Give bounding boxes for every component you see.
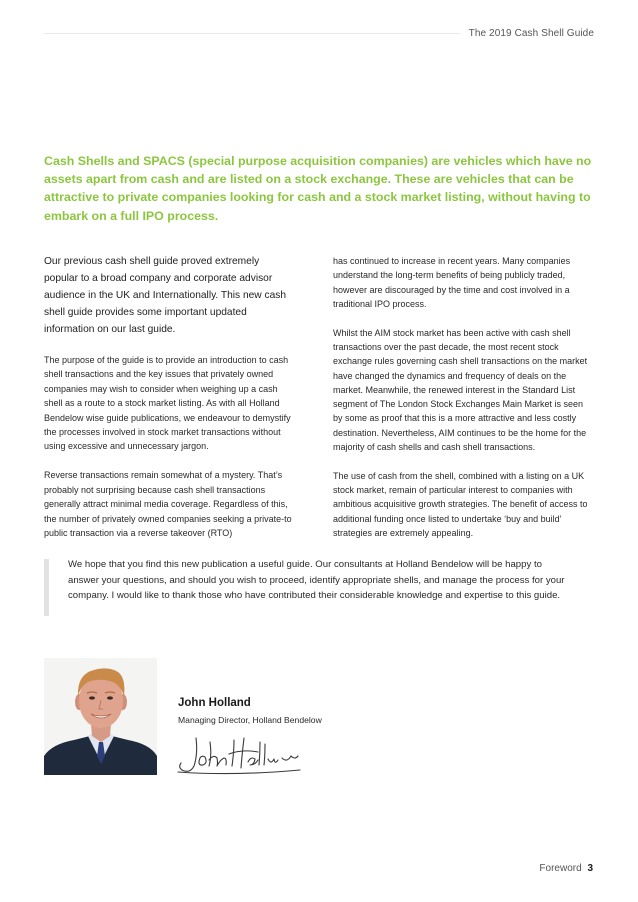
author-role: Managing Director, Holland Bendelow: [178, 715, 322, 725]
body-paragraph: The use of cash from the shell, combined with a listing on a UK stock market, remain of particular interest to companies with ambitious acquisitive growth strategies. The benefit of access to additional funding once listed to undertake ‘buy and build’ strategies are extremely appealing.: [333, 470, 588, 539]
running-header-title: The 2019 Cash Shell Guide: [468, 28, 594, 39]
quote-bar: [44, 559, 49, 616]
lead-paragraph: Our previous cash shell guide proved extremely popular to a broad company and corporate advisor audience in the UK and Internationally. This new cash shell guide provides some important updated information on our last guide.: [44, 256, 287, 335]
page-footer: [539, 863, 593, 874]
body-paragraph: The purpose of the guide is to provide an introduction to cash shell transactions and the key issues that privately owned companies may wish to consider when weighing up a cash shell as a route to a stock market listing. As with all Holland Bendelow wise guide publications, we endeavour to demystify the processes involved in stock market transactions without using excessive and unnecessary jargon.: [44, 355, 291, 452]
quote-text: We hope that you find this new publication a useful guide. Our consultants at Holland Bendelow will be happy to answer your questions, and should you wish to proceed, identify appropriate shells, and manage the process for your company. I would like to thank those who have contributed their considerable knowledge and expertise to this guide.: [68, 559, 565, 602]
body-paragraph: Reverse transactions remain somewhat of a mystery. That’s probably not surprising because cash shell transactions generally attract minimal media coverage. Regardless of this, the number of privately owned companies seeking a private-to public transaction via a reverse takeover (RTO): [44, 470, 292, 538]
author-name: John Holland: [178, 697, 251, 709]
pull-quote: [44, 557, 574, 604]
header-rule: [44, 33, 460, 34]
body-paragraph: Whilst the AIM stock market has been active with cash shell transactions over the past decade, the most recent stock exchange rules governing cash shell transactions on the market have changed the dynamics and frequency of deals on the market. Meanwhile, the renewed interest in the Standard List segment of The London Stock Exchanges Main Market is seen by some as proof that this is a more attractive and less costly destination. Nevertheless, AIM continues to be the home for the majority of cash shells and cash shell transactions.: [333, 327, 588, 453]
body-paragraph: has continued to increase in recent years. Many companies understand the long-term benefits of being publicly traded, however are discouraged by the time and cost involved in a traditional IPO process.: [333, 256, 571, 309]
handwritten-signature: [174, 732, 306, 778]
intro-text: Cash Shells and SPACS (special purpose acquisition companies) are vehicles which have no assets apart from cash and are listed on a stock exchange. These are vehicles that can be attractive to private companies looking for cash and a stock market listing, without having to embark on a full IPO process.: [44, 154, 592, 223]
portrait-illustration: [44, 658, 157, 775]
footer-section-label: Foreword: [539, 863, 582, 874]
author-portrait: [44, 658, 157, 775]
left-column: [44, 253, 292, 555]
intro-standfirst: [44, 152, 596, 225]
right-column: [333, 254, 594, 555]
page-number: 3: [587, 863, 593, 874]
